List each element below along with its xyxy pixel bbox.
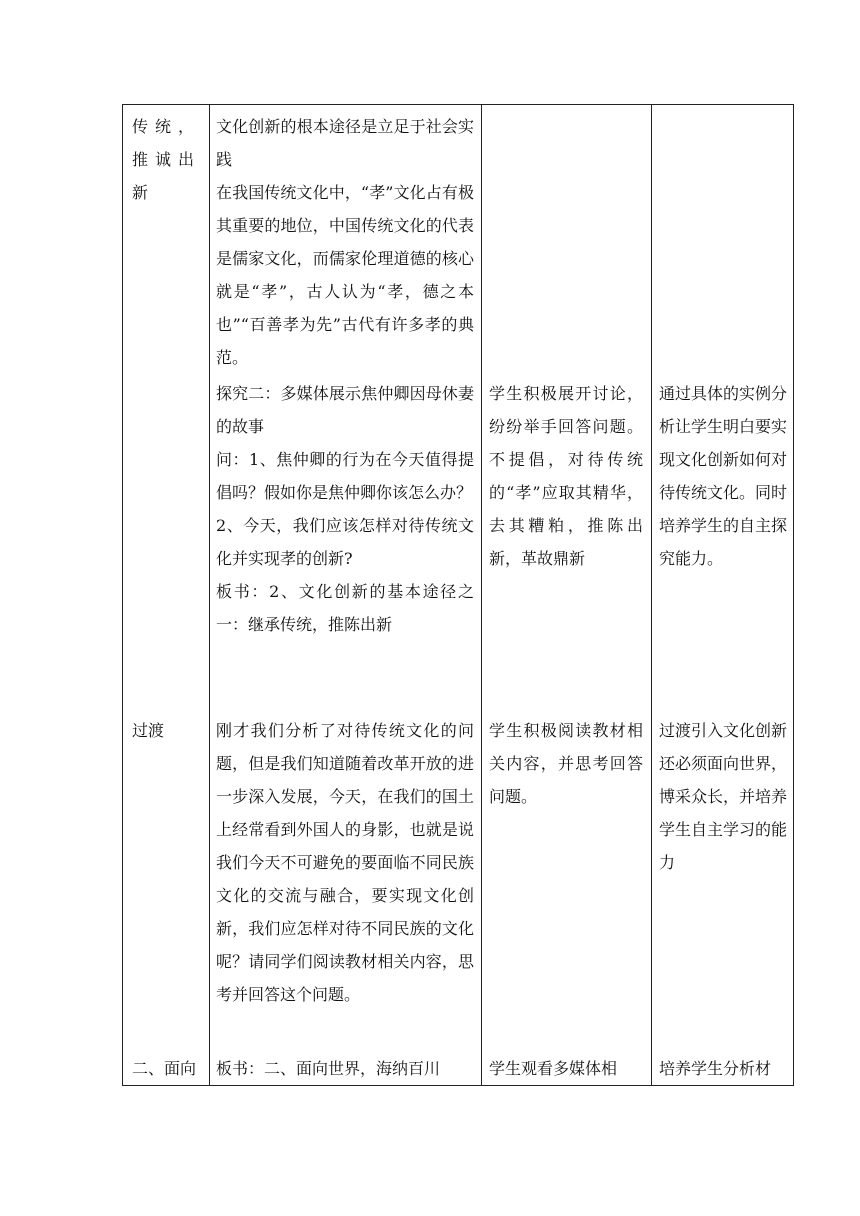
column-divider (481, 105, 482, 1085)
content-paragraph: 问：1、焦仲卿的行为在今天值得提倡吗？假如你是焦仲卿你该怎么办？ (216, 450, 474, 502)
stage-cell: 二、面向 (132, 1059, 197, 1078)
design-intent-cell: 通过具体的实例分析让学生明白要实现文化创新如何对待传统文化。同时培养学生的自主探究能力。 (659, 384, 788, 568)
content-cell: 板书：二、面向世界，海纳百川 (216, 1059, 441, 1078)
student-activity-cell: 学生积极展开讨论，纷纷举手回答问题。不提倡，对待传统的“孝”应取其精华，去其糟粕，推陈出新，革故鼎新 (489, 384, 643, 568)
student-activity-cell: 学生观看多媒体相 (489, 1059, 618, 1078)
design-intent-cell: 过渡引入文化创新还必须面向世界，博采众长，并培养学生自主学习的能力 (659, 721, 788, 872)
content-cell: 刚才我们分析了对待传统文化的问题，但是我们知道随着改革开放的进一步深入发展，今天，在我们的国土上经常看到外国人的身影，也就是说我们今天不可避免的要面临不同民族文化的交流与融合，要实现文化创新，我们应怎样对待不同民族的文化呢？请同学们阅读教材相关内容，思考并回答这个问题。 (216, 721, 474, 1004)
content-cell (216, 110, 474, 374)
stage-cell: 传统，推诚出新 (132, 117, 194, 202)
content-cell (216, 377, 474, 641)
content-paragraph: 文化创新的根本途径是立足于社会实践 (216, 117, 474, 169)
column-divider (651, 105, 652, 1085)
stage-cell: 过渡 (132, 721, 165, 740)
design-intent-cell: 培养学生分析材 (659, 1059, 772, 1078)
content-paragraph: 2、今天，我们应该怎样对待传统文化并实现孝的创新? (216, 516, 474, 568)
student-activity-cell: 学生积极阅读教材相关内容，并思考回答问题。 (489, 721, 643, 806)
content-paragraph: 板书：2、文化创新的基本途径之一：继承传统，推陈出新 (216, 582, 474, 634)
content-paragraph: 在我国传统文化中，“孝”文化占有极其重要的地位，中国传统文化的代表是儒家文化，而儒家伦理道德的核心就是“孝”，古人认为“孝，德之本也”“百善孝为先”古代有许多孝的典范。 (216, 183, 474, 367)
column-divider (209, 105, 210, 1085)
content-paragraph: 探究二：多媒体展示焦仲卿因母休妻的故事 (216, 384, 474, 436)
